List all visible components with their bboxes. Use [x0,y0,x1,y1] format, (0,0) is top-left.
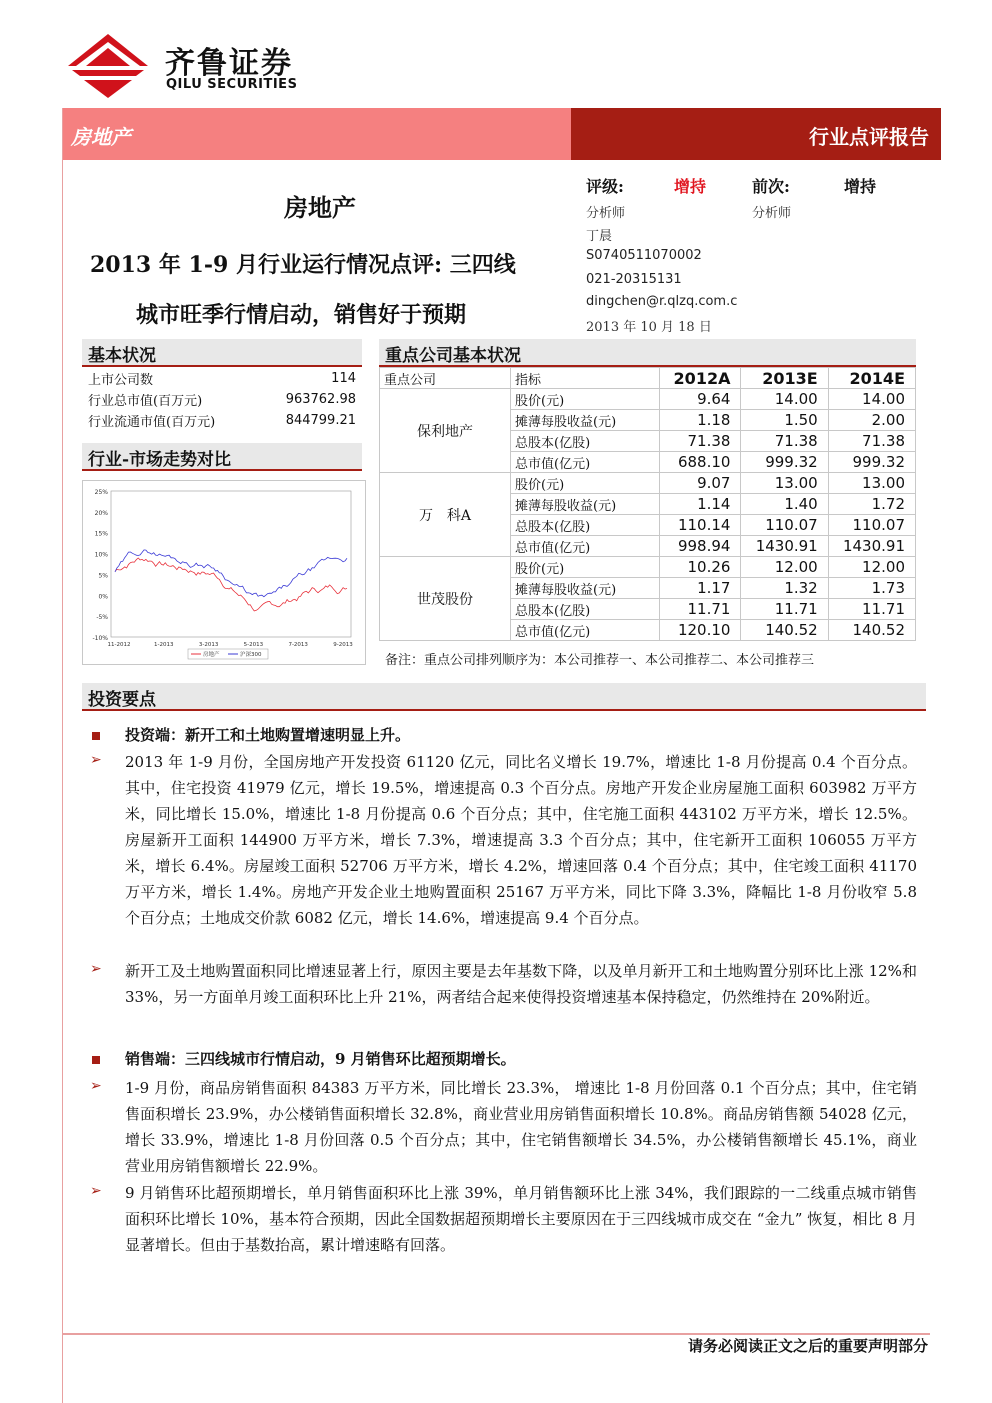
metric-value: 140.52 [741,620,828,641]
report-title-line1: 2013 年 1-9 月行业运行情况点评: 三四线 [90,252,516,278]
metric-value: 1.50 [741,410,828,431]
invest-sec1-head: 投资端：新开工和土地购置增速明显上升。 [125,726,411,744]
legend-label-sector: 房地产 [203,652,220,658]
y-tick-label: 20% [94,509,108,517]
plot-area [111,491,351,637]
metric-value: 1.72 [828,494,915,515]
metric-label: 股价(元) [511,389,660,410]
metric-label: 摊薄每股收益(元) [511,410,660,431]
analyst-name: 丁晨 [586,229,613,244]
x-tick-label: 5-2013 [243,642,264,648]
y-tick-label: 10% [94,551,108,559]
company-row [380,473,916,494]
companies-title: 重点公司基本状况 [385,346,521,366]
company-name: 保利地产 [380,389,511,473]
companies-table [379,367,916,641]
companies-header-row [380,368,916,389]
metric-value: 13.00 [741,473,828,494]
arrow-bullet-icon: ➢ [90,1078,102,1094]
metric-value: 1.40 [741,494,828,515]
metric-value: 2.00 [828,410,915,431]
metric-label: 总股本(亿股) [511,599,660,620]
invest-sec2-p1: 1-9 月份，商品房销售面积 84383 万平方米，同比增长 23.3%， 增速比 1-8 月份回落 0.1 个百分点；其中，住宅销售面积增长 23.9%，办公楼销售面积增长 32.8%，商业营业用房销售面积增长 10.8%。商品房销售额 54028 亿元，增长 33.9%，增速比 1-8 月份回落 0.5 个百分点；其中，住宅销售额增长 34.5%，办公楼销售额增长 45.1%，商业营业用房销售额增长 22.9%。 [125,1079,917,1175]
banner-sector [63,108,571,160]
logo-text-en: QILU SECURITIES [166,77,298,92]
basic-row [84,389,360,410]
arrow-bullet-icon: ➢ [90,961,102,977]
y-tick-label: 15% [94,530,108,538]
metric-value: 10.26 [660,557,741,578]
basic-status-header [82,339,362,367]
companies-header [379,339,916,367]
invest-sec2-p2: 9 月销售环比超预期增长，单月销售面积环比上涨 39%，单月销售额环比上涨 34%，我们跟踪的一二线重点城市销售面积环比增长 10%，基本符合预期，因此全国数据超预期增长主要原因在于三四线城市成交在 “金九” 恢复，相比 8 月显著增长。但由于基数抬高，累计增速略有回落。 [125,1184,917,1254]
col-header-company: 重点公司 [380,368,511,389]
banner-report-type [571,108,941,160]
metric-value: 998.94 [660,536,741,557]
analyst-license: S0740511070002 [586,248,702,263]
invest-sec2-head: 销售端：三四线城市行情启动，9 月销售环比超预期增长。 [125,1050,516,1068]
metric-value: 1430.91 [741,536,828,557]
left-margin-rule [62,108,63,1403]
metric-value: 120.10 [660,620,741,641]
basic-status-table [84,368,360,431]
companies-note: 备注：重点公司排列顺序为：本公司推荐一、本公司推荐二、本公司推荐三 [385,653,815,668]
arrow-bullet-icon: ➢ [90,752,102,768]
analyst-phone: 021-20315131 [586,272,682,287]
basic-row-label: 行业总市值(百万元) [88,394,203,409]
basic-row-value: 963762.98 [285,392,356,407]
metric-value: 13.00 [828,473,915,494]
basic-status-title: 基本状况 [88,346,156,366]
banner-sector-label: 房地产 [71,125,131,149]
square-bullet-icon [92,732,100,740]
report-date: 2013 年 10 月 18 日 [586,320,712,335]
invest-header [82,683,926,711]
market-compare-header [82,443,362,471]
metric-value: 11.71 [741,599,828,620]
metric-value: 71.38 [660,431,741,452]
analyst-label-2: 分析师 [752,206,792,221]
market-trend-chart [82,480,366,665]
legend-label-index: 沪深300 [240,652,262,658]
x-tick-label: 9-2013 [333,642,353,648]
y-tick-label: -5% [96,614,108,622]
basic-row-label: 上市公司数 [88,373,154,388]
invest-sec1-p1: 2013 年 1-9 月份，全国房地产开发投资 61120 亿元，同比名义增长 19.7%，增速比 1-8 月份提高 0.4 个百分点。其中，住宅投资 41979 亿元，增长 19.5%，增速提高 0.3 个百分点。房地产开发企业房屋施工面积 603982 万平方米，同比增长 15.0%，增速比 1-8 月份提高 0.6 个百分点；其中，住宅施工面积 443102 万平方米，增长 12.5%。房屋新开工面积 144900 万平方米，增长 7.3%，增速提高 3.3 个百分点；其中，住宅新开工面积 106055 万平方米，增长 6.4%。房屋竣工面积 52706 万平方米，增长 4.2%，增速回落 0.4 个百分点；其中，住宅竣工面积 41170 万平方米，增长 1.4%。房地产开发企业土地购置面积 25167 万平方米，同比下降 3.3%，降幅比 1-8 月份收窄 5.8 个百分点；土地成交价款 6082 亿元，增长 14.6%，增速提高 9.4 个百分点。 [125,753,917,927]
metric-value: 12.00 [828,557,915,578]
invest-title: 投资要点 [88,690,156,710]
metric-value: 1.14 [660,494,741,515]
metric-value: 110.07 [828,515,915,536]
y-tick-label: 25% [94,489,108,496]
rating-label: 评级: [586,177,624,196]
square-bullet-icon [92,1056,100,1064]
y-tick-label: 5% [98,572,108,580]
metric-value: 9.64 [660,389,741,410]
basic-row-value: 114 [331,371,356,386]
x-tick-label: 11-2012 [107,642,131,648]
arrow-bullet-icon: ➢ [90,1183,102,1199]
metric-label: 总市值(亿元) [511,536,660,557]
metric-value: 11.71 [660,599,741,620]
x-tick-label: 3-2013 [198,642,219,648]
basic-row-label: 行业流通市值(百万元) [88,415,216,430]
market-trend-svg [83,481,365,664]
metric-label: 总股本(亿股) [511,431,660,452]
metric-value: 1.18 [660,410,741,431]
y-tick-label: 0% [98,593,108,601]
metric-label: 总股本(亿股) [511,515,660,536]
metric-label: 摊薄每股收益(元) [511,578,660,599]
metric-label: 摊薄每股收益(元) [511,494,660,515]
metric-value: 110.07 [741,515,828,536]
market-compare-title: 行业-市场走势对比 [88,450,232,470]
sector-title: 房地产 [284,193,356,222]
metric-value: 71.38 [828,431,915,452]
metric-value: 14.00 [828,389,915,410]
metric-value: 9.07 [660,473,741,494]
metric-value: 140.52 [828,620,915,641]
metric-label: 股价(元) [511,557,660,578]
invest-sec1-p2: 新开工及土地购置面积同比增速显著上行，原因主要是去年基数下降，以及单月新开工和土地购置分别环比上涨 12%和 33%，另一方面单月竣工面积环比上升 21%，两者结合起来使得投资增速基本保持稳定，仍然维持在 20%附近。 [125,962,917,1006]
company-row [380,557,916,578]
prev-rating-label: 前次: [752,177,790,196]
footer-disclaimer[interactable]: 请务必阅读正文之后的重要声明部分 [687,1337,928,1355]
series-line-sector [115,558,347,611]
analyst-label: 分析师 [586,206,626,221]
analyst-email[interactable]: dingchen@r.qlzq.com.c [586,294,738,309]
metric-value: 71.38 [741,431,828,452]
logo-text-cn: 齐鲁证券 [165,46,293,81]
metric-value: 999.32 [741,452,828,473]
metric-value: 999.32 [828,452,915,473]
metric-value: 110.14 [660,515,741,536]
y-tick-label: -10% [92,635,108,642]
metric-label: 总市值(亿元) [511,452,660,473]
metric-value: 11.71 [828,599,915,620]
company-row [380,389,916,410]
basic-row [84,368,360,389]
prev-rating-value: 增持 [844,177,877,196]
metric-value: 1.73 [828,578,915,599]
basic-row [84,410,360,431]
col-header-2013e: 2013E [741,368,828,389]
report-title-line2: 城市旺季行情启动，销售好于预期 [136,302,467,328]
metric-label: 总市值(亿元) [511,620,660,641]
basic-row-value: 844799.21 [285,413,356,428]
logo-mark-icon [64,30,164,100]
banner-report-type-label: 行业点评报告 [809,125,929,149]
x-tick-label: 7-2013 [288,642,308,648]
company-name: 万 科A [380,473,511,557]
metric-value: 1.17 [660,578,741,599]
metric-value: 1430.91 [828,536,915,557]
col-header-2012a: 2012A [660,368,741,389]
metric-label: 股价(元) [511,473,660,494]
metric-value: 14.00 [741,389,828,410]
metric-value: 12.00 [741,557,828,578]
metric-value: 1.32 [741,578,828,599]
series-line-index [115,550,347,597]
col-header-2014e: 2014E [828,368,915,389]
company-name: 世茂股份 [380,557,511,641]
x-tick-label: 1-2013 [154,642,174,648]
col-header-metric: 指标 [511,368,660,389]
rating-value: 增持 [674,177,707,196]
metric-value: 688.10 [660,452,741,473]
